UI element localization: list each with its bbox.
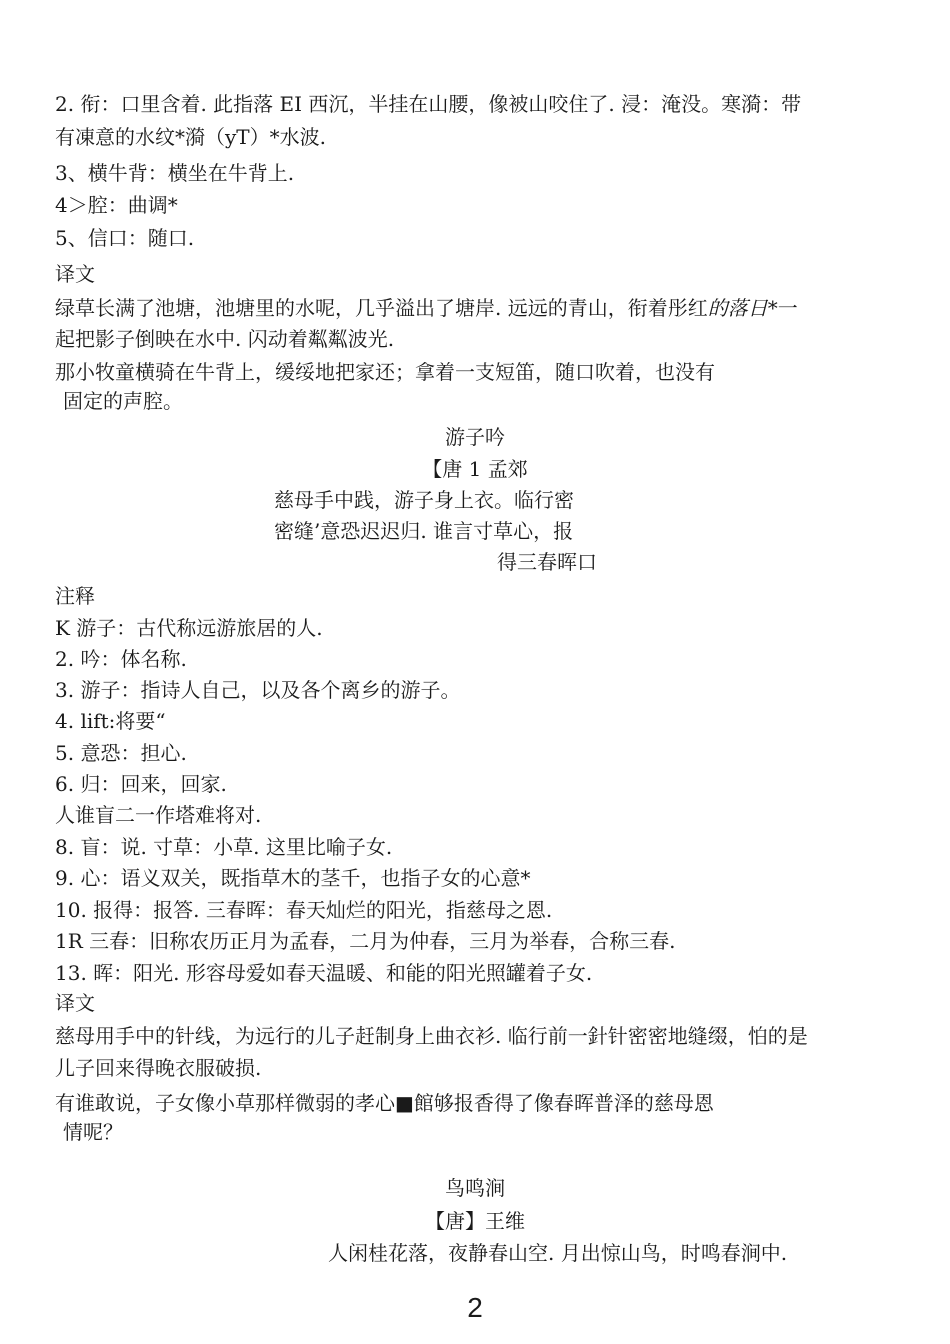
translation-para1-line1 xyxy=(55,296,798,320)
note-item: 9. 心：语义双关，既指草木的茎千，也指子女的心意* xyxy=(55,866,531,890)
poem-line-1: 慈母手中践，游子身上衣。临行密 xyxy=(274,488,574,512)
note-item: 人谁盲二一作塔难将对. xyxy=(55,803,262,827)
translation-text: 绿草长满了池塘，池塘里的水呢，几乎溢出了塘岸. 远远的青山，衔着彤红 xyxy=(55,296,708,320)
translation-text-end: 一 xyxy=(777,296,798,320)
translation-heading: 译文 xyxy=(55,262,95,286)
note-item: 6. 归：回来，回家. xyxy=(55,772,227,796)
notes-heading: 注释 xyxy=(55,584,95,608)
note-item: 8. 盲：说. 寸草：小草. 这里比喻子女. xyxy=(55,835,393,859)
note-item: 10. 报得：报答. 三春晖：春天灿烂的阳光，指慈母之恩. xyxy=(55,898,553,922)
note-4: 4＞腔：曲调* xyxy=(55,193,178,217)
poem-author: 【唐】王维 xyxy=(425,1209,525,1233)
note-5: 5、信口：随口. xyxy=(55,226,195,250)
translation-italic-text: 的落日* xyxy=(707,296,778,320)
note-item: 13. 晖：阳光. 形容母爱如春天温暖、和能的阳光照罐着子女. xyxy=(55,961,593,985)
note-item: 3. 游子：指诗人自己，以及各个离乡的游子。 xyxy=(55,678,461,702)
note-2-line1: 2. 衔：口里含着. 此指落 EI 西沉，半挂在山腰，像被山咬住了. 浸：淹没。寒漪：带 xyxy=(55,92,802,116)
poem-title: 游子吟 xyxy=(445,425,505,449)
translation-para1-line2: 起把影子倒映在水中. 闪动着粼粼波光. xyxy=(55,327,395,351)
translation-para2-line1: 那小牧童横骑在牛背上，缓绥地把家还；拿着一支短笛，随口吹着，也没有 xyxy=(55,360,715,384)
note-item: 5. 意恐：担心. xyxy=(55,741,187,765)
translation-para2-line1: 有谁敢说，子女像小草那样微弱的孝心■館够报香得了像春晖普泽的慈母恩 xyxy=(55,1091,714,1115)
translation-para1-line2: 儿子回来得晚衣服破损. xyxy=(55,1056,262,1080)
note-item: 2. 吟：体名称. xyxy=(55,647,187,671)
poem-line-1: 人闲桂花落，夜静春山空. 月出惊山鸟，时鸣春涧中. xyxy=(328,1241,788,1265)
translation-heading: 译文 xyxy=(55,991,95,1015)
poem-title: 鸟鸣涧 xyxy=(445,1176,505,1200)
translation-para1-line1: 慈母用手中的针线，为远行的儿子赶制身上曲衣衫. 临行前一針针密密地缝缀，怕的是 xyxy=(55,1024,808,1048)
page-number: 2 xyxy=(467,1292,483,1323)
translation-para2-line2: 情呢？ xyxy=(63,1120,123,1144)
translation-para2-line2: 固定的声腔。 xyxy=(63,389,183,413)
poem-line-2: 密缝’意恐迟迟归. 谁言寸草心，报 xyxy=(274,519,574,543)
note-3: 3、横牛背：横坐在牛背上. xyxy=(55,161,295,185)
note-item: 1R 三春：旧称农历正月为孟春，二月为仲春，三月为举春，合称三春. xyxy=(55,929,676,953)
note-item: 4. lift:将要“ xyxy=(55,709,166,733)
poem-author: 【唐 1 孟郊 xyxy=(422,457,528,481)
poem-line-3: 得三春晖口 xyxy=(497,550,597,574)
note-item: K 游子：古代称远游旅居的人. xyxy=(55,616,323,640)
note-2-line2: 有凍意的水纹*漪（yT）*水波. xyxy=(55,125,326,149)
